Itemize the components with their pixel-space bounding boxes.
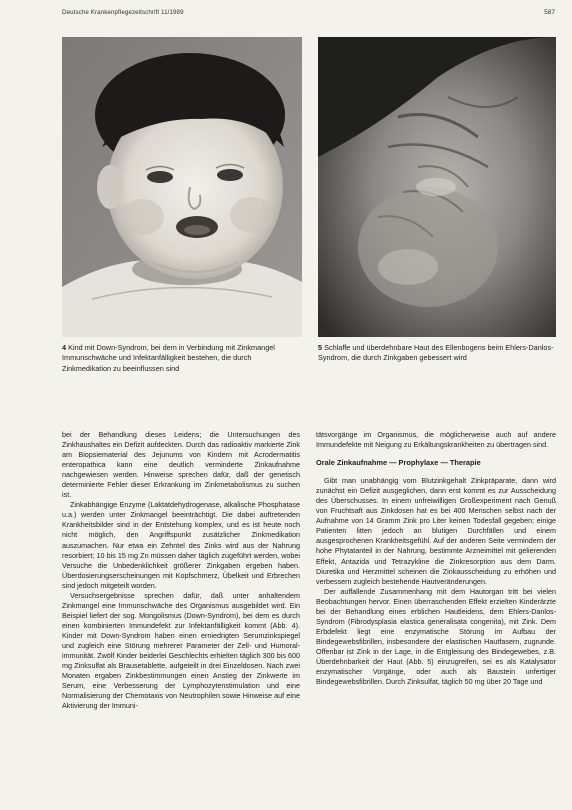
paragraph: tätsvorgänge im Organismus, die möglicherweise auch auf andere Immundefekte mit Neigung zu Erkältungskrankheiten zu übertragen sind. — [316, 430, 556, 450]
caption-number: 4 — [62, 343, 67, 352]
caption-number: 5 — [318, 343, 323, 352]
figure-caption-5 — [318, 343, 556, 364]
paragraph: Gibt man unabhängig vom Blutzinkgehalt Zinkpräparate, dann wird zunächst ein Defizit ausgeglichen, dann erst kommt es zur Ausscheidung des Überschusses. In einem unfreiwilligen Großexperiment nach Genuß von Fruchtsaft aus Zinkdosen hat es bei 400 Menschen selbst nach der Aufnahme von 14 Gramm Zink pro Liter keinen Todesfall gegeben; einige Patienten litten jedoch an blutigen Durchfällen und einem ausgesprochenen Krankheitsgefühl. Auf der anderen Seite vermindern der hohe Phytatanteil in der Nahrung, bestimmte Arzneimittel mit gelierenden Effekt, Antazida und Tetrazykline die Zinkresorption aus dem Darm. Diuretika und Herzmittel scheinen die Zinkausscheidung zu erhöhen und verbessern zugleich bestehende Hautveränderungen. — [316, 476, 556, 586]
caption-text: Schlaffe und überdehnbare Haut des Ellenbogens beim Ehlers-Danlos-Syndrom, die durch Zinkgaben gebessert wird — [318, 343, 554, 363]
figure-child-photo — [62, 37, 302, 337]
figure-caption-4 — [62, 343, 302, 374]
body-column-right — [316, 430, 556, 687]
figure-elbow-photo — [318, 37, 556, 337]
paragraph: Zinkabhängige Enzyme (Laktatdehydrogenase, alkalische Phosphatase u.a.) werden unter Zinkmangel beeinträchtigt. Die dabei auftretenden Krankheitsbilder sind in der Entstehung komplex, und es ist heute noch nicht möglich, den Angriffspunkt zusätzlicher Zinkmedikation auszumachen. Nur etwa ein Zehntel des Zinks wird aus der Nahrung resorbiert; 10 bis 15 mg Zn müssen daher täglich zugeführt werden, wobei Versuche die Unbedenklichkeit größerer Zinkgaben ergeben haben. Überdosierungserscheinungen mit Kopfschmerz, Übelkeit und Erbrechen sind jedoch mitgeteilt worden. — [62, 500, 300, 590]
running-header: Deutsche Krankenpflegezeitschrift 11/1989 — [62, 9, 184, 16]
section-heading: Orale Zinkaufnahme — Prophylaxe — Therapie — [316, 458, 481, 468]
caption-text: Kind mit Down-Syndrom, bei dem in Verbindung mit Zinkmangel Immunschwäche und Infektanfälligkeit bestehen, die durch Zinkmedikation zu beeinflussen sind — [62, 343, 275, 373]
paragraph: Versuchsergebnisse sprechen dafür, daß unter anhaltendem Zinkmangel eine Immunschwäche des Organismus ausgebildet wird. Ein Beispiel liefert der sog. Mongolismus (Down-Syndrom), bei dem es durch einen kombinierten Immundefekt zur Infektanfälligkeit kommt (Abb. 4). Kinder mit Down-Syndrom haben einen erniedrigten Serumzinkspiegel und zugleich eine Störung mehrerer Parameter der Zell- und Humoral-immunität. Zwölf Kinder beiderlei Geschlechts erhielten täglich 300 bis 600 mg Zinksulfat als Brausetablette, aufgeteilt in drei Einzeldosen. Nach zwei Monaten ergaben Zinkbestimmungen einen Anstieg der Zinkwerte im Serum, eine Verbesserung der Lymphozytenstimulation und eine Normalisierung der Chemotaxis von Neutrophilen sowie Hinweise auf eine Aktivierung der Immuni- — [62, 590, 300, 711]
paragraph: Der auffallende Zusammenhang mit dem Hautorgan tritt bei vielen Beobachtungen hervor. Einen überraschenden Effekt erzielten Kinderärzte bei der Behandlung eines erblichen Hautleidens, dem Ehlers-Danlos-Syndrom (Fibrodysplasia elastica generalisata congenita), mit Zink. Dem Erbdefekt liegt eine enzymatische Störung im Aufbau der Bindegewebsfibrillen, insbesondere der elastischen Hautfasern, zugrunde. Offenbar ist Zink in der Lage, in die Entgleisung des Bindegewebes, z.B. Überdehnbarkeit der Haut (Abb. 5) einzugreifen, sei es als Katalysator enzymatischer Vorgänge, oder auch als Baustein unfertiger Bindegewebsfibrillen. Durch Zinksulfat, täglich 50 mg über 20 Tage und — [316, 586, 556, 687]
body-column-left — [62, 430, 300, 711]
page-number: 587 — [544, 9, 555, 16]
paragraph: bei der Behandlung dieses Leidens; die Untersuchungen des Zinkhaushaltes ein Defizit aufdeckten. Durch das radioaktiv markierte Zink am Biopsiematerial des Jejunums von Kindern mit Acrodermatitis enteropathica kann eine deutlich verminderte Zinkaufnahme nachgewiesen werden. Hinweise sprechen dafür, daß der genetisch determinierte Fehler dieser Erkrankung im Zinkmetabolismus zu suchen ist. — [62, 430, 300, 500]
